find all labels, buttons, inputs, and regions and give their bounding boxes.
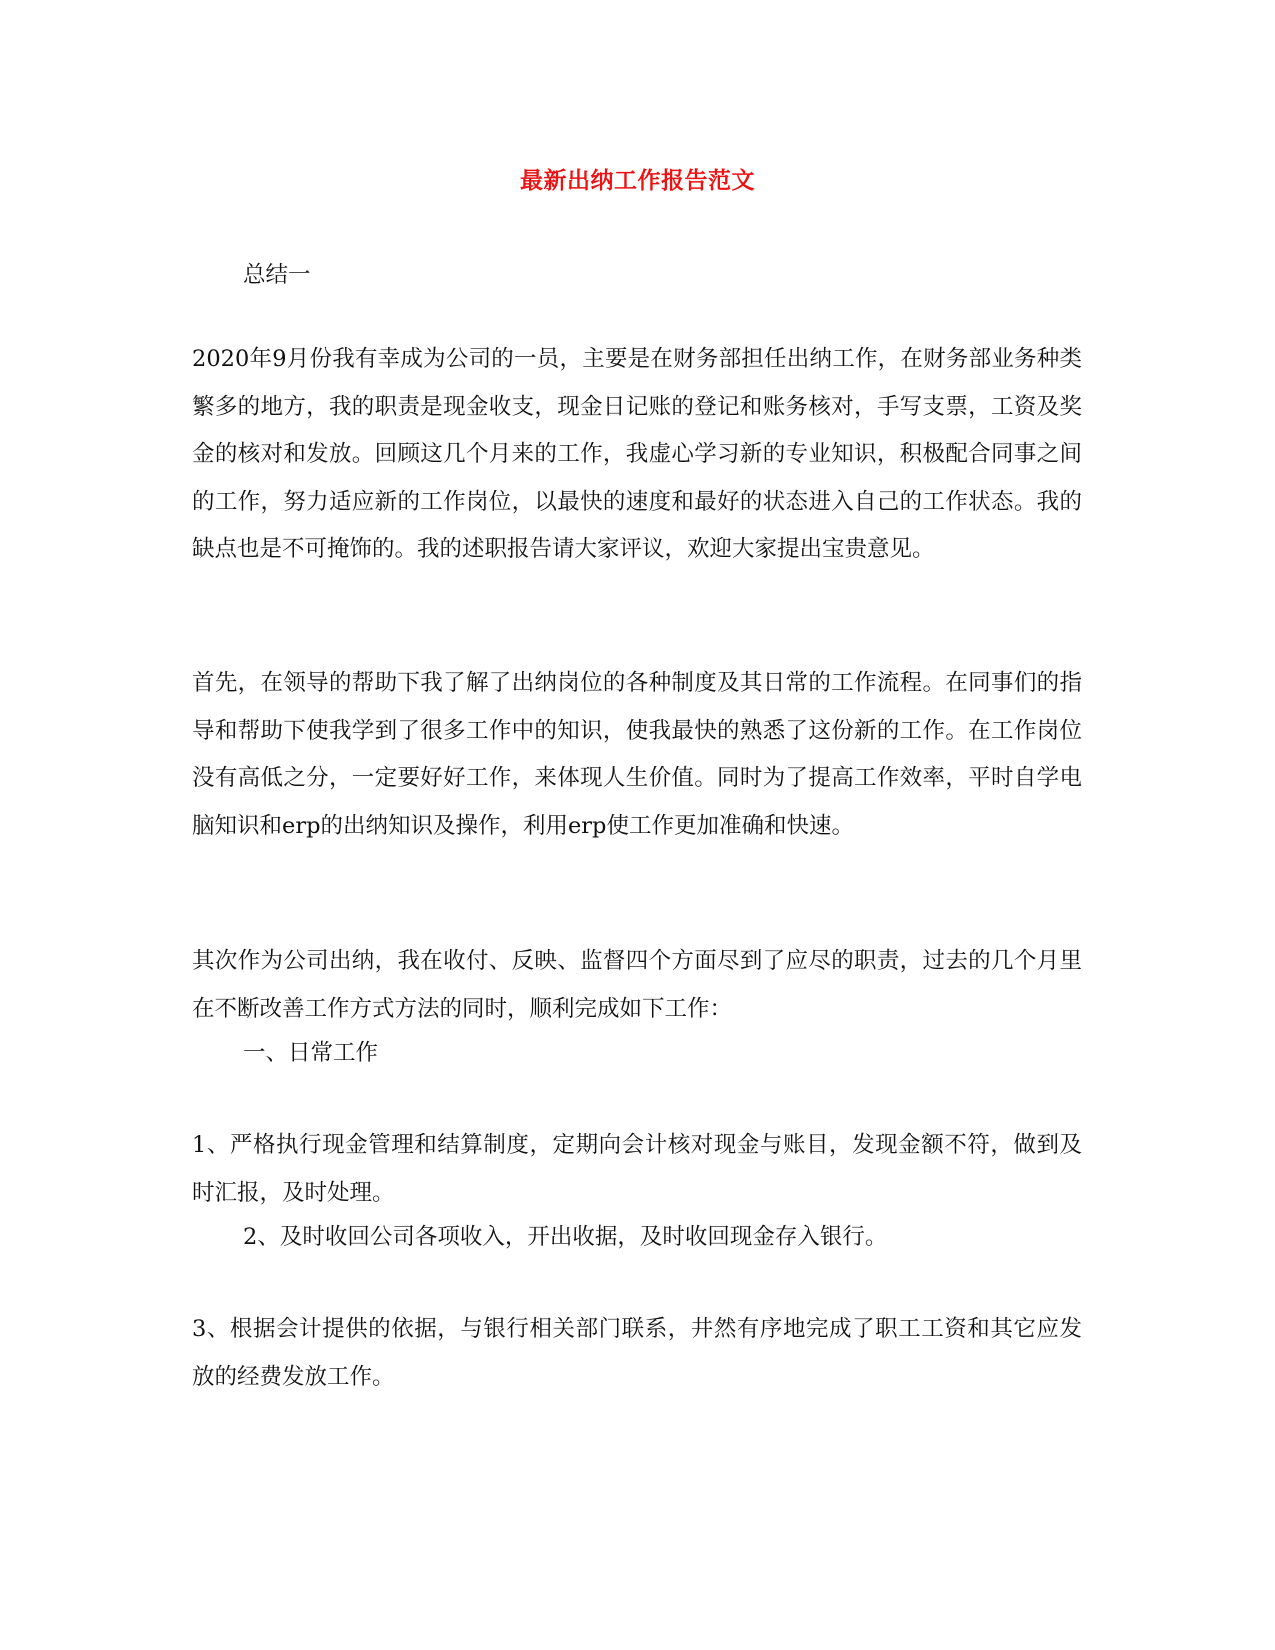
subheading-daily-work: 一、日常工作 <box>243 1040 379 1066</box>
paragraph-intro: 2020年9月份我有幸成为公司的一员，主要是在财务部担任出纳工作，在财务部业务种类繁多的地方，我的职责是现金收支，现金日记账的登记和账务核对，手写支票，工资及奖金的核对和发放。回顾这几个月来的工作，我虚心学习新的专业知识，积极配合同事之间的工作，努力适应新的工作岗位，以最快的速度和最好的状态进入自己的工作状态。我的缺点也是不可掩饰的。我的述职报告请大家评议，欢迎大家提出宝贵意见。 <box>192 346 1082 562</box>
paragraph-second: 其次作为公司出纳，我在收付、反映、监督四个方面尽到了应尽的职责，过去的几个月里在不断改善工作方式方法的同时，顺利完成如下工作： <box>192 948 1082 1022</box>
list-item: 1、严格执行现金管理和结算制度，定期向会计核对现金与账目，发现金额不符，做到及时汇报，及时处理。 <box>192 1132 1082 1206</box>
section-heading: 总结一 <box>243 262 311 288</box>
document-title: 最新出纳工作报告范文 <box>520 167 755 194</box>
list-item: 2、及时收回公司各项收入，开出收据，及时收回现金存入银行。 <box>243 1224 888 1250</box>
paragraph-first: 首先，在领导的帮助下我了解了出纳岗位的各种制度及其日常的工作流程。在同事们的指导和帮助下使我学到了很多工作中的知识，使我最快的熟悉了这份新的工作。在工作岗位没有高低之分，一定要好好工作，来体现人生价值。同时为了提高工作效率，平时自学电脑知识和erp的出纳知识及操作，利用erp使工作更加准确和快速。 <box>192 670 1082 839</box>
list-item: 3、根据会计提供的依据，与银行相关部门联系，井然有序地完成了职工工资和其它应发放的经费发放工作。 <box>192 1316 1082 1390</box>
